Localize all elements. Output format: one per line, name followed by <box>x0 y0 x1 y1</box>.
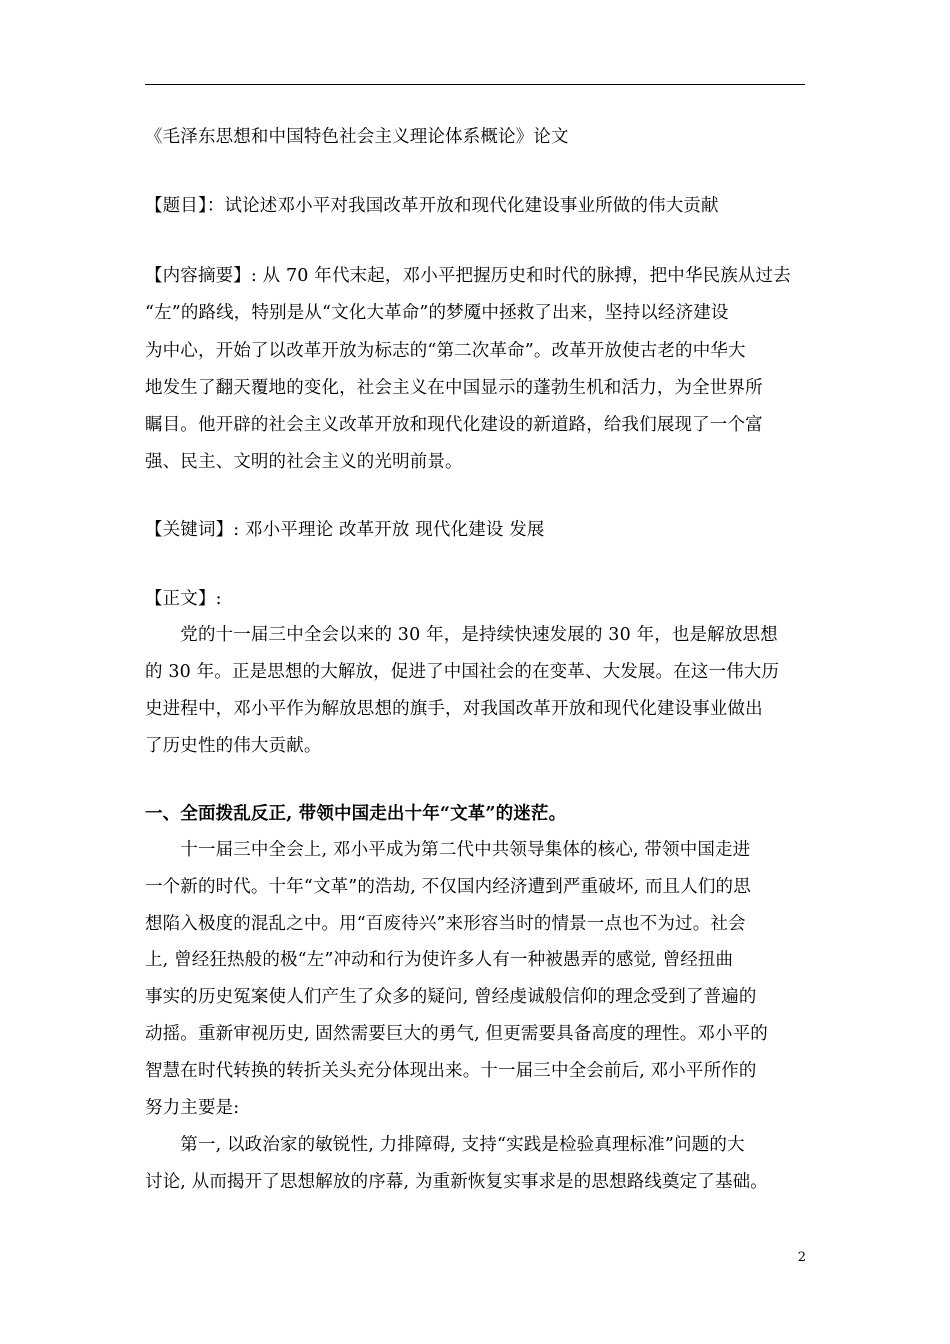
abstract-line: 瞩目。他开辟的社会主义改革开放和现代化建设的新道路，给我们展现了一个富 <box>145 415 763 435</box>
paragraph-line: 上, 曾经狂热般的极“左”冲动和行为使许多人有一种被愚弄的感觉, 曾经扭曲 <box>145 950 734 970</box>
paragraph-line: 第一, 以政治家的敏锐性, 力排障碍, 支持“实践是检验真理标准”问题的大 <box>145 1135 745 1155</box>
paragraph-line: 智慧在时代转换的转折关头充分体现出来。十一届三中全会前后, 邓小平所作的 <box>145 1061 757 1081</box>
paragraph-line: 想陷入极度的混乱之中。用“百废待兴”来形容当时的情景一点也不为过。社会 <box>145 914 746 934</box>
paragraph-line: 党的十一届三中全会以来的 30 年，是持续快速发展的 30 年，也是解放思想 <box>145 625 778 645</box>
paragraph-line: 讨论, 从而揭开了思想解放的序幕, 为重新恢复实事求是的思想路线奠定了基础。 <box>145 1172 768 1192</box>
abstract-line: 为中心，开始了以改革开放为标志的“第二次革命”。改革开放使古老的中华大 <box>145 341 746 361</box>
paragraph-line: 努力主要是: <box>145 1098 240 1118</box>
course-title: 《毛泽东思想和中国特色社会主义理论体系概论》论文 <box>145 127 569 147</box>
paragraph-line: 十一届三中全会上, 邓小平成为第二代中共领导集体的核心, 带领中国走进 <box>145 840 751 860</box>
keywords-line: 【关键词】: 邓小平理论 改革开放 现代化建设 发展 <box>145 520 545 540</box>
paragraph-line: 事实的历史冤案使人们产生了众多的疑问, 曾经虔诚般信仰的理念受到了普遍的 <box>145 987 757 1007</box>
section-heading: 一、全面拨乱反正, 带领中国走出十年“文革”的迷茫。 <box>145 804 567 824</box>
paragraph-line: 了历史性的伟大贡献。 <box>145 736 322 756</box>
topic-line: 【题目】：试论述邓小平对我国改革开放和现代化建设事业所做的伟大贡献 <box>145 196 719 216</box>
abstract-line: “左”的路线，特别是从“文化大革命”的梦魇中拯救了出来，坚持以经济建设 <box>145 303 729 323</box>
abstract-line: 【内容摘要】: 从 70 年代末起，邓小平把握历史和时代的脉搏，把中华民族从过去 <box>145 266 791 286</box>
header-rule <box>145 84 805 85</box>
body-label: 【正文】: <box>145 589 222 609</box>
abstract-line: 地发生了翻天覆地的变化，社会主义在中国显示的蓬勃生机和活力，为全世界所 <box>145 378 763 398</box>
paragraph-line: 史进程中，邓小平作为解放思想的旗手，对我国改革开放和现代化建设事业做出 <box>145 699 763 719</box>
abstract-line: 强、民主、文明的社会主义的光明前景。 <box>145 452 463 472</box>
paragraph-line: 动摇。重新审视历史, 固然需要巨大的勇气, 但更需要具备高度的理性。邓小平的 <box>145 1024 768 1044</box>
paragraph-line: 的 30 年。正是思想的大解放，促进了中国社会的在变革、大发展。在这一伟大历 <box>145 662 780 682</box>
page-number: 2 <box>797 1250 806 1265</box>
paragraph-line: 一个新的时代。十年“文革”的浩劫, 不仅国内经济遭到严重破坏, 而且人们的思 <box>145 877 751 897</box>
